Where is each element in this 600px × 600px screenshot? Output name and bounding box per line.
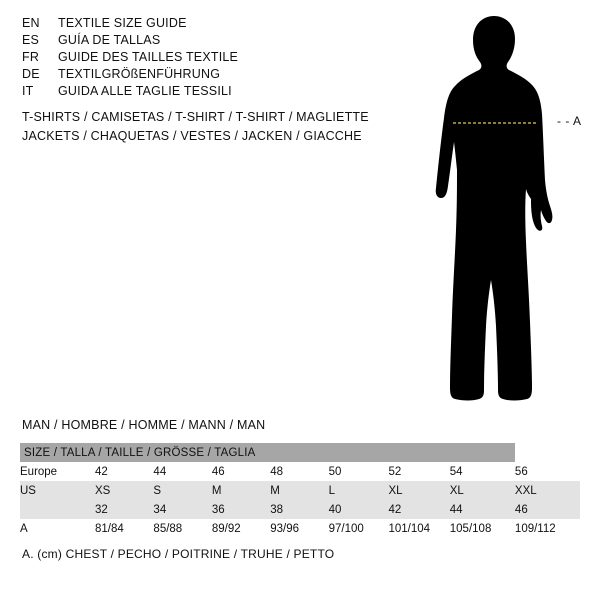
cell: 36	[212, 500, 270, 519]
table-title: MAN / HOMBRE / HOMME / MANN / MAN	[22, 418, 266, 432]
cell: 101/104	[388, 519, 449, 538]
cell: 89/92	[212, 519, 270, 538]
cell: 42	[95, 462, 153, 481]
cell: 48	[270, 462, 328, 481]
cell: M	[212, 481, 270, 500]
row-label: A	[20, 519, 95, 538]
category-tshirts: T-SHIRTS / CAMISETAS / T-SHIRT / T-SHIRT / MAGLIETTE	[22, 110, 369, 124]
cell: 40	[329, 500, 389, 519]
language-row	[22, 67, 382, 84]
language-row	[22, 33, 382, 50]
table-header-label: SIZE / TALLA / TAILLE / GRÖSSE / TAGLIA	[20, 443, 515, 462]
garment-categories	[22, 110, 422, 148]
language-text: TEXTILE SIZE GUIDE	[58, 16, 187, 30]
cell: XS	[95, 481, 153, 500]
chest-measure-label: - - A	[557, 114, 582, 128]
table-row	[20, 500, 580, 519]
cell: 44	[450, 500, 515, 519]
row-label: Europe	[20, 462, 95, 481]
cell: L	[329, 481, 389, 500]
cell: 42	[388, 500, 449, 519]
language-guide-block	[22, 16, 382, 101]
cell: 109/112	[515, 519, 580, 538]
cell: 44	[153, 462, 211, 481]
male-silhouette-figure	[405, 10, 595, 405]
cell: XXL	[515, 481, 580, 500]
cell: 105/108	[450, 519, 515, 538]
cell: 85/88	[153, 519, 211, 538]
table-row	[20, 462, 580, 481]
cell: 34	[153, 500, 211, 519]
cell: 54	[450, 462, 515, 481]
language-text: GUÍA DE TALLAS	[58, 33, 161, 47]
language-text: TEXTILGRÖßENFÜHRUNG	[58, 67, 221, 81]
language-code: ES	[22, 33, 40, 47]
cell: 50	[329, 462, 389, 481]
language-row	[22, 16, 382, 33]
cell: 81/84	[95, 519, 153, 538]
language-code: EN	[22, 16, 40, 30]
cell: 93/96	[270, 519, 328, 538]
language-text: GUIDA ALLE TAGLIE TESSILI	[58, 84, 232, 98]
row-label: US	[20, 481, 95, 500]
cell: 97/100	[329, 519, 389, 538]
cell: M	[270, 481, 328, 500]
cell: 46	[515, 500, 580, 519]
language-code: DE	[22, 67, 40, 81]
cell: S	[153, 481, 211, 500]
cell: 52	[388, 462, 449, 481]
table-row	[20, 519, 580, 538]
language-code: FR	[22, 50, 40, 64]
cell: XL	[388, 481, 449, 500]
cell: XL	[450, 481, 515, 500]
language-row	[22, 84, 382, 101]
silhouette-icon	[405, 10, 595, 405]
table-row	[20, 481, 580, 500]
language-code: IT	[22, 84, 34, 98]
cell: 38	[270, 500, 328, 519]
language-text: GUIDE DES TAILLES TEXTILE	[58, 50, 239, 64]
cell: 46	[212, 462, 270, 481]
category-jackets: JACKETS / CHAQUETAS / VESTES / JACKEN / GIACCHE	[22, 129, 362, 143]
footnote: A. (cm) CHEST / PECHO / POITRINE / TRUHE / PETTO	[22, 547, 335, 561]
cell: 56	[515, 462, 580, 481]
cell: 32	[95, 500, 153, 519]
table-header-row	[20, 443, 580, 462]
row-label	[20, 500, 95, 519]
size-table	[20, 443, 580, 538]
language-row	[22, 50, 382, 67]
